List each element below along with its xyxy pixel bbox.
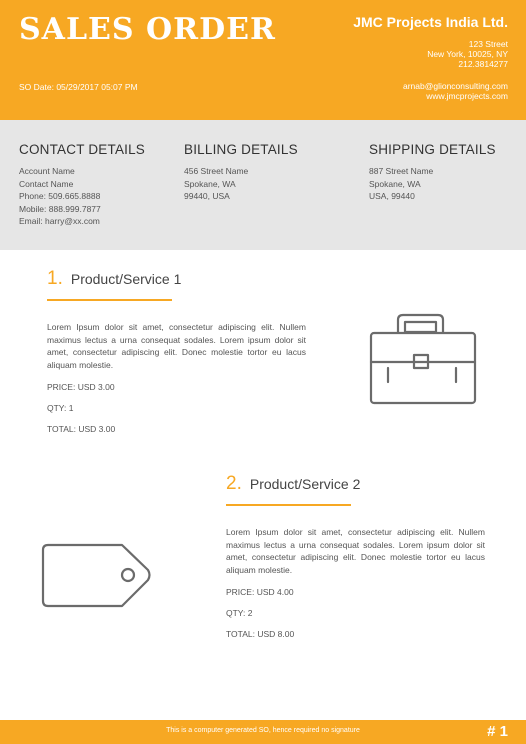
product-qty: QTY: 1 bbox=[47, 403, 74, 413]
contact-details-title: CONTACT DETAILS bbox=[19, 142, 146, 157]
shipping-details-title: SHIPPING DETAILS bbox=[369, 142, 496, 157]
shipping-zip: USA, 99440 bbox=[369, 191, 415, 202]
briefcase-icon bbox=[368, 312, 478, 411]
product-number: 2. bbox=[226, 473, 242, 494]
company-email[interactable]: arnab@glionconsulting.com bbox=[402, 81, 508, 91]
price-tag-icon bbox=[40, 542, 152, 615]
product-heading bbox=[226, 473, 485, 495]
contact-contact-name: Contact Name bbox=[19, 178, 74, 189]
contact-account-name: Account Name bbox=[19, 166, 75, 176]
product-description: Lorem Ipsum dolor sit amet, consectetur adipiscing elit. Nullem maximus lectus a urna consequat sodales. Lorem ipsum dolor sit amet, consectetur adipiscing elit. Donec molestie tortor eu lacus aliquam molestie. bbox=[226, 527, 485, 575]
billing-details-title: BILLING DETAILS bbox=[184, 142, 298, 157]
product-underline bbox=[47, 299, 172, 301]
company-contact bbox=[403, 81, 508, 101]
product-underline bbox=[226, 504, 351, 506]
page-number: # 1 bbox=[487, 723, 508, 740]
billing-street: 456 Street Name bbox=[184, 166, 249, 176]
shipping-details bbox=[369, 142, 496, 203]
company-website[interactable]: www.jmcprojects.com bbox=[426, 91, 508, 101]
company-phone: 212.3814277 bbox=[458, 59, 508, 69]
contact-mobile: Mobile: 888.999.7877 bbox=[19, 203, 101, 214]
details-section bbox=[0, 120, 526, 250]
header-banner bbox=[0, 0, 526, 120]
contact-details bbox=[19, 142, 145, 228]
product-item-1 bbox=[47, 268, 306, 434]
company-name: JMC Projects India Ltd. bbox=[353, 14, 508, 30]
billing-zip: 99440, USA bbox=[184, 191, 230, 202]
product-price: PRICE: USD 4.00 bbox=[226, 587, 294, 597]
contact-phone: Phone: 509.665.8888 bbox=[19, 191, 101, 202]
contact-email: Email: harry@xx.com bbox=[19, 216, 100, 227]
company-address-line: New York, 10025, NY bbox=[427, 49, 508, 59]
so-date: SO Date: 05/29/2017 05:07 PM bbox=[19, 82, 138, 92]
billing-details bbox=[184, 142, 298, 203]
product-price: PRICE: USD 3.00 bbox=[47, 382, 115, 392]
billing-city: Spokane, WA bbox=[184, 178, 236, 189]
footer-bar bbox=[0, 720, 526, 744]
product-item-2 bbox=[226, 473, 485, 639]
product-number: 1. bbox=[47, 268, 63, 289]
footer-note: This is a computer generated SO, hence required no signature bbox=[166, 727, 360, 734]
shipping-city: Spokane, WA bbox=[369, 178, 421, 189]
document-title: SALES ORDER bbox=[19, 12, 276, 47]
shipping-street: 887 Street Name bbox=[369, 166, 434, 176]
company-address-line: 123 Street bbox=[468, 39, 508, 49]
product-total: TOTAL: USD 8.00 bbox=[226, 629, 295, 639]
product-name: Product/Service 2 bbox=[249, 476, 361, 492]
product-total: TOTAL: USD 3.00 bbox=[47, 424, 116, 434]
company-block bbox=[353, 14, 508, 69]
product-description: Lorem Ipsum dolor sit amet, consectetur adipiscing elit. Nullem maximus lectus a urna consequat sodales. Lorem ipsum dolor sit amet, consectetur adipiscing elit. Donec molestie tortor eu lacus aliquam molestie. bbox=[47, 322, 306, 370]
product-qty: QTY: 2 bbox=[226, 608, 253, 618]
product-heading bbox=[47, 268, 306, 290]
product-name: Product/Service 1 bbox=[70, 271, 182, 287]
